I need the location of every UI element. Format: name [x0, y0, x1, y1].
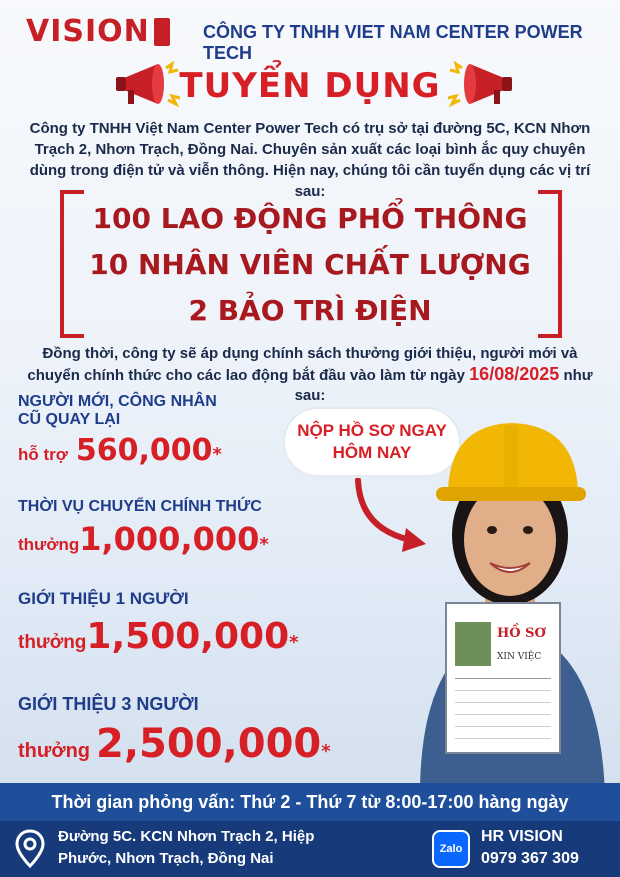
position-item: 100 LAO ĐỘNG PHỔ THÔNG [92, 202, 528, 235]
benefit-item [18, 498, 269, 558]
positions-list [60, 196, 560, 334]
benefit-label: THỜI VỤ CHUYỂN CHÍNH THỨC [18, 498, 262, 515]
benefit-item [18, 393, 238, 468]
hr-name: HR VISION [481, 828, 563, 845]
logo-text: VISION [26, 14, 150, 49]
zalo-icon[interactable]: Zalo [432, 830, 470, 868]
benefit-item [18, 695, 331, 767]
benefit-item [18, 590, 299, 657]
benefit-amount: 1,500,000 [86, 616, 290, 657]
document-line [455, 678, 551, 679]
benefit-prefix: hỗ trợ [18, 445, 68, 464]
policy-text-before: Đồng thời, công ty sẽ áp dụng chính sách thưởng giới thiệu, người mới và chuyển chính thức cho các lao động bắt đầu vào làm từ ngày [27, 345, 578, 384]
vision-logo [26, 14, 170, 49]
document-subtitle: XIN VIỆC [497, 652, 542, 662]
benefit-prefix: thưởng [18, 740, 91, 762]
footer [0, 821, 620, 877]
document-title: HỒ SƠ [497, 626, 546, 641]
document-photo [455, 622, 491, 666]
benefit-star: * [321, 741, 331, 762]
policy-text-after: như sau: [294, 367, 593, 404]
document-line [455, 738, 551, 739]
address [58, 826, 314, 870]
position-item: 2 BẢO TRÌ ĐIỆN [188, 294, 432, 327]
benefit-amount-row [18, 520, 269, 558]
start-date: 16/08/2025 [469, 364, 560, 384]
location-pin-icon [14, 829, 46, 869]
interview-time-bar [0, 783, 620, 821]
bubble-line: HÔM NAY [332, 443, 412, 462]
document-line [455, 726, 551, 727]
intro-text: Công ty TNHH Việt Nam Center Power Tech có trụ sở tại đường 5C, KCN Nhơn Trạch 2, Nhơn Trạch, Đồng Nai. Chuyên sản xuất các loại bình ắc quy chuyên dùng trong điện tử và viễn thông. Hiện nay, chúng tôi cần tuyển dụng các vị trí sau: [29, 120, 591, 200]
benefit-label: GIỚI THIỆU 3 NGƯỜI [18, 694, 199, 714]
title-row [0, 60, 620, 118]
benefit-amount: 1,000,000 [79, 520, 260, 558]
interview-time: Thời gian phỏng vấn: Thứ 2 - Thứ 7 từ 8:00-17:00 hàng ngày [51, 791, 569, 812]
benefit-label: GIỚI THIỆU 1 NGƯỜI [18, 589, 189, 608]
logo-badge-icon [154, 18, 170, 46]
hr-contact [481, 826, 579, 870]
document-line [455, 690, 551, 691]
benefit-amount-row [18, 433, 238, 468]
benefit-star: * [289, 632, 299, 653]
benefit-amount: 2,500,000 [96, 721, 322, 767]
document-line [455, 714, 551, 715]
benefit-amount-row [18, 616, 299, 657]
benefit-amount: 560,000 [75, 433, 213, 468]
benefit-star: * [259, 534, 269, 555]
hr-phone[interactable]: 0979 367 309 [481, 850, 579, 867]
benefit-prefix: thưởng [18, 535, 80, 554]
company-name: CÔNG TY TNHH VIET NAM CENTER POWER TECH [203, 22, 583, 63]
page-title: TUYỂN DỤNG [179, 66, 441, 106]
benefit-star: * [212, 444, 222, 465]
position-item: 10 NHÂN VIÊN CHẤT LƯỢNG [89, 248, 531, 281]
megaphone-icon [446, 60, 516, 112]
benefit-prefix: thưởng [18, 632, 87, 653]
benefit-label: NGƯỜI MỚI, CÔNG NHÂN CŨ QUAY LẠI [18, 393, 217, 428]
address-line: Đường 5C. KCN Nhơn Trạch 2, Hiệp [58, 828, 315, 845]
cv-document [445, 602, 561, 754]
address-line: Phước, Nhơn Trạch, Đồng Nai [58, 850, 274, 867]
benefit-amount-row [18, 721, 331, 767]
bubble-line: NỘP HỒ SƠ NGAY [297, 421, 447, 440]
header [0, 0, 620, 63]
document-line [455, 702, 551, 703]
